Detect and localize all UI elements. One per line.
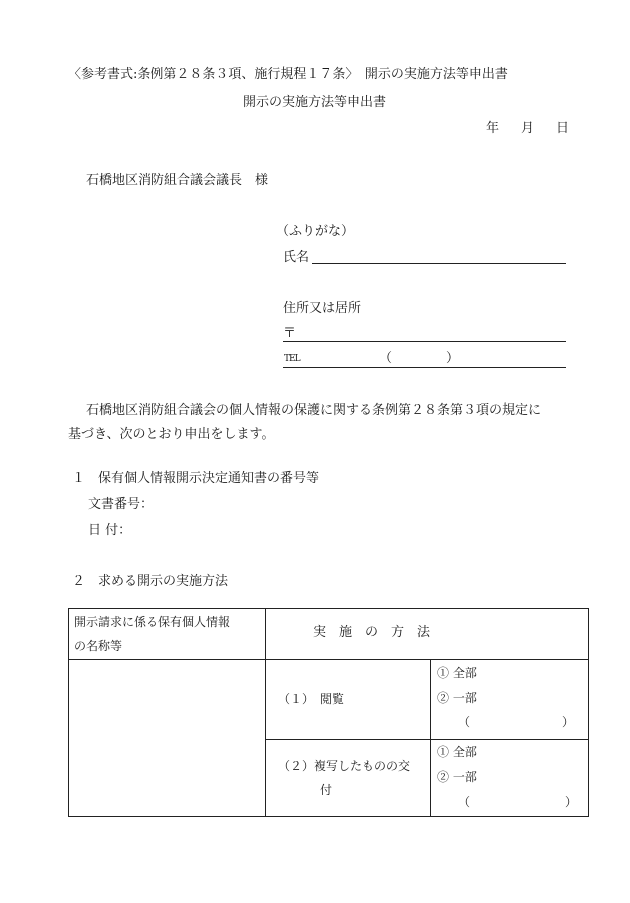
date-month-label: 月: [521, 121, 535, 136]
row2-option-part: ② 一部: [437, 770, 477, 784]
section1-date-label: 日 付：: [88, 523, 132, 538]
date-day-label: 日: [556, 121, 570, 136]
reference-note: 〈参考書式:条例第２８条３項、施行規程１７条〉 開示の実施方法等申出書: [68, 67, 508, 82]
postal-underline: [283, 341, 566, 342]
header-right: 実 施 の 方 法: [313, 625, 431, 640]
header-left-line1: 開示請求に係る保有個人情報: [74, 615, 231, 629]
table-header-divider: [68, 659, 589, 660]
address-label: 住所又は居所: [283, 301, 362, 316]
table-right-border: [588, 608, 589, 816]
row2-method-label-line1: 複写したものの交: [314, 759, 411, 773]
row1-option-all: ① 全部: [437, 666, 477, 680]
tel-paren-open: （: [379, 351, 393, 366]
row2-method-label-line2: 付: [320, 783, 333, 797]
name-label: 氏名: [283, 250, 310, 265]
tel-paren-close: ）: [446, 351, 460, 366]
table-top-border: [68, 608, 589, 609]
row1-paren-close: ）: [562, 715, 575, 729]
row1-method-label: 閲覧: [320, 692, 345, 706]
tel-label: TEL: [284, 354, 300, 364]
name-underline: [312, 263, 566, 264]
postal-mark: 〒: [283, 326, 297, 341]
row2-paren-close: ）: [565, 795, 578, 809]
row2-option-all: ① 全部: [437, 745, 477, 759]
table-option-divider: [430, 659, 431, 816]
doc-number-label: 文書番号：: [88, 497, 154, 512]
row1-method-number: （１）: [278, 692, 315, 706]
body-text-line1: 石橋地区消防組合議会の個人情報の保護に関する条例第２８条第３項の規定に: [86, 403, 542, 418]
row2-method-number: （２）: [278, 759, 315, 773]
table-bottom-border: [68, 816, 589, 817]
table-left-border: [68, 608, 69, 816]
furigana-label: （ふりがな）: [276, 224, 355, 239]
tel-underline: [283, 367, 566, 368]
document-title: 開示の実施方法等申出書: [243, 95, 387, 110]
row2-paren-open: （: [458, 795, 471, 809]
row1-option-part: ② 一部: [437, 691, 477, 705]
addressee: 石橋地区消防組合議会議長 様: [86, 173, 269, 188]
row1-paren-open: （: [458, 715, 471, 729]
header-left-line2: の名称等: [74, 639, 123, 653]
section2-heading: ２ 求める開示の実施方法: [72, 574, 229, 589]
body-text-line2: 基づき、次のとおり申出をします。: [68, 427, 275, 442]
table-row-divider: [265, 739, 589, 740]
section1-heading: １ 保有個人情報開示決定通知書の番号等: [72, 471, 320, 486]
table-column-divider: [265, 608, 266, 816]
date-year-label: 年: [486, 121, 500, 136]
